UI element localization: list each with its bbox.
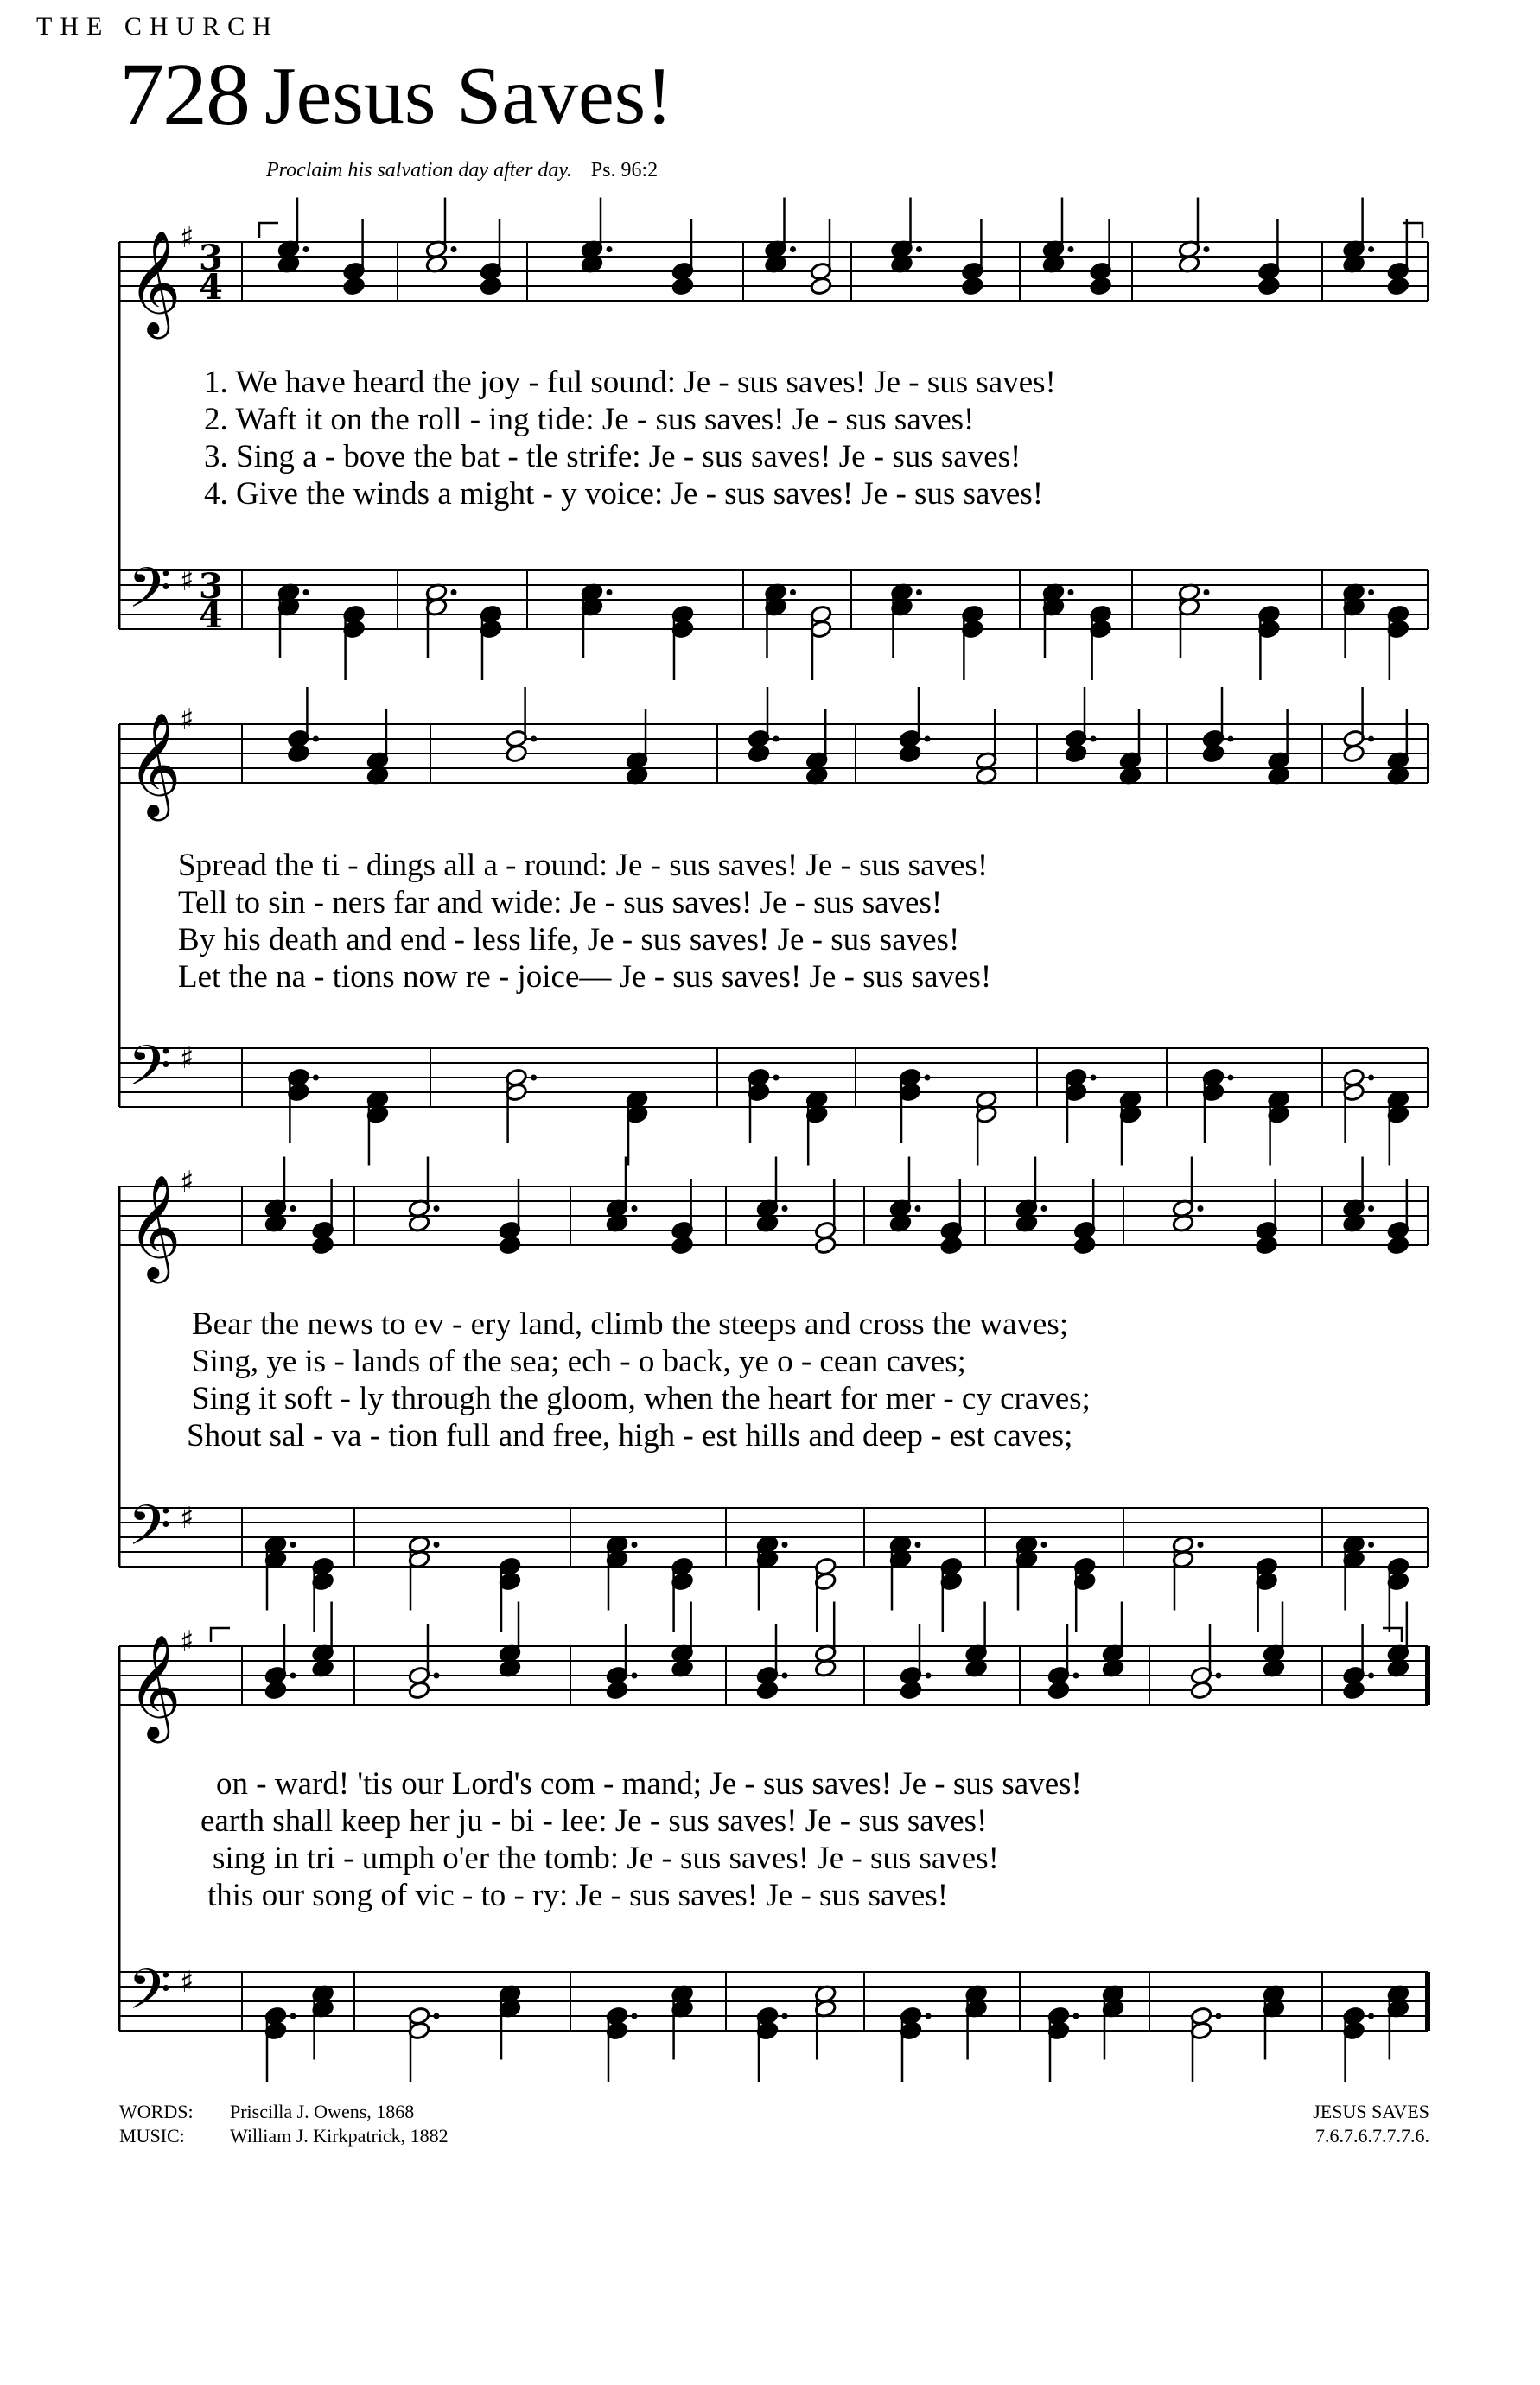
staff-bass-1 — [119, 556, 1428, 680]
note-head — [343, 277, 366, 296]
treble-clef-icon: 𝄞 — [128, 229, 181, 334]
dot-icon — [434, 1205, 440, 1212]
lyric-line-s3-v1: Bear the news to ev - ery land, climb the steeps and cross the waves; — [192, 1307, 1069, 1342]
treble-clef-icon: 𝄞 — [128, 711, 181, 817]
lyric-line-s2-v3: By his death and end - less life, Je - sus saves! Je - sus saves! — [178, 922, 960, 957]
dot-icon — [1368, 1205, 1374, 1212]
meter: 7.6.7.6.7.7.7.6. — [1315, 2125, 1429, 2146]
dot-icon — [915, 1542, 921, 1548]
note-head — [287, 744, 309, 764]
sharp-icon: ♯ — [180, 1625, 194, 1659]
music-label: MUSIC: — [119, 2125, 185, 2146]
dot-icon — [434, 2013, 440, 2019]
dot-icon — [1073, 1673, 1079, 1679]
dot-icon — [916, 589, 922, 595]
note-head — [480, 277, 502, 296]
bracket-close-icon — [1383, 1628, 1402, 1642]
credits-right — [1313, 2100, 1429, 2148]
dot-icon — [632, 1542, 638, 1548]
time-signature-bottom: 4 — [199, 267, 223, 308]
epigraph-text: Proclaim his salvation day after day. — [266, 159, 572, 181]
note-head — [1073, 1236, 1096, 1256]
dot-icon — [1368, 736, 1374, 742]
dot-icon — [925, 1075, 931, 1081]
dot-icon — [782, 1205, 788, 1212]
dot-icon — [926, 2013, 932, 2019]
credits-left — [119, 2100, 449, 2148]
note-head — [1047, 1681, 1070, 1701]
note-head — [899, 744, 921, 764]
lyric-line-s2-v1: Spread the ti - dings all a - round: Je - sus saves! Je - sus saves! — [178, 848, 989, 883]
bracket-open-icon — [259, 223, 278, 238]
sharp-icon: ♯ — [180, 563, 194, 598]
dot-icon — [1368, 2013, 1374, 2019]
note-head — [1065, 744, 1087, 764]
dot-icon — [1091, 736, 1097, 742]
dot-icon — [1216, 1673, 1222, 1679]
staff-treble-2 — [119, 687, 1428, 821]
staff-bass-3 — [119, 1494, 1428, 1632]
bracket-open-icon — [211, 1628, 230, 1642]
dot-icon — [303, 246, 309, 252]
sharp-icon: ♯ — [180, 1165, 194, 1199]
lyric-line-s2-v4: Let the na - tions now re - joice— Je - sus saves! Je - sus saves! — [178, 959, 992, 995]
lyric-line-s1-v2: 2. Waft it on the roll - ing tide: Je - sus saves! Je - sus saves! — [204, 402, 975, 437]
note-head — [506, 744, 528, 764]
music-credit — [119, 2124, 449, 2148]
note-head — [408, 1681, 430, 1701]
dot-icon — [1368, 1075, 1374, 1081]
dot-icon — [632, 1205, 638, 1212]
dot-icon — [1198, 1205, 1204, 1212]
dot-icon — [1368, 589, 1374, 595]
lyric-line-s3-v4: Shout sal - va - tion full and free, high - est hills and deep - est caves; — [187, 1418, 1073, 1453]
lyric-line-s4-v2: earth shall keep her ju - bi - lee: Je - sus saves! Je - sus saves! — [200, 1803, 988, 1839]
note-head — [1190, 1681, 1212, 1701]
dot-icon — [290, 1542, 296, 1548]
dot-icon — [1368, 1542, 1374, 1548]
dot-icon — [451, 246, 457, 252]
dot-icon — [434, 1673, 440, 1679]
dot-icon — [303, 589, 309, 595]
sharp-icon: ♯ — [180, 220, 194, 255]
bass-clef-icon: 𝄢 — [128, 1958, 172, 2036]
dot-icon — [1216, 2013, 1222, 2019]
note-head — [961, 277, 983, 296]
dot-icon — [1228, 1075, 1234, 1081]
dot-icon — [773, 1075, 780, 1081]
dot-icon — [531, 1075, 537, 1081]
note-head — [1343, 1681, 1365, 1701]
dot-icon — [632, 2013, 638, 2019]
lyric-line-s3-v2: Sing, ye is - lands of the sea; ech - o back, ye o - cean caves; — [192, 1344, 966, 1379]
staff-treble-4 — [119, 1602, 1428, 1744]
dot-icon — [782, 2013, 788, 2019]
words-credit — [119, 2100, 449, 2124]
words-label: WORDS: — [119, 2101, 194, 2122]
dot-icon — [290, 1205, 296, 1212]
dot-icon — [790, 246, 796, 252]
time-signature-top: 3 — [199, 238, 223, 278]
note-head — [312, 1236, 334, 1256]
time-signature-bottom: 4 — [199, 595, 223, 636]
time-signature-top: 3 — [199, 566, 223, 607]
dot-icon — [1228, 736, 1234, 742]
sharp-icon: ♯ — [180, 1501, 194, 1536]
staff-bass-4 — [119, 1958, 1428, 2082]
dot-icon — [607, 589, 613, 595]
sharp-icon: ♯ — [180, 1041, 194, 1076]
note-head — [1256, 1236, 1278, 1256]
dot-icon — [531, 736, 537, 742]
dot-icon — [1073, 2013, 1079, 2019]
lyric-line-s4-v3: sing in tri - umph o'er the tomb: Je - sus saves! Je - sus saves! — [213, 1841, 999, 1876]
lyric-line-s2-v2: Tell to sin - ners far and wide: Je - sus saves! Je - sus saves! — [178, 885, 943, 920]
note-head — [814, 1236, 837, 1256]
dot-icon — [916, 246, 922, 252]
section-header: THE CHURCH — [36, 12, 279, 41]
lyric-line-s4-v4: this our song of vic - to - ry: Je - sus saves! Je - sus saves! — [207, 1878, 949, 1913]
dot-icon — [1041, 1205, 1047, 1212]
sharp-icon: ♯ — [180, 703, 194, 737]
dot-icon — [290, 2013, 296, 2019]
note-head — [748, 744, 770, 764]
dot-icon — [1068, 246, 1074, 252]
dot-icon — [313, 736, 319, 742]
dot-icon — [632, 1673, 638, 1679]
treble-clef-icon: 𝄞 — [128, 1173, 181, 1279]
dot-icon — [1368, 1673, 1374, 1679]
note-head — [671, 277, 694, 296]
dot-icon — [773, 736, 780, 742]
dot-icon — [451, 589, 457, 595]
lyric-line-s3-v3: Sing it soft - ly through the gloom, when the heart for mer - cy craves; — [192, 1381, 1091, 1416]
note-head — [499, 1236, 521, 1256]
note-head — [756, 1681, 779, 1701]
dot-icon — [1204, 246, 1210, 252]
lyric-line-s1-v3: 3. Sing a - bove the bat - tle strife: Je - sus saves! Je - sus saves! — [204, 439, 1021, 474]
lyric-line-s4-v1: on - ward! 'tis our Lord's com - mand; Je - sus saves! Je - sus saves! — [216, 1766, 1082, 1802]
bass-clef-icon: 𝄢 — [128, 1494, 172, 1572]
staff-bass-2 — [119, 1034, 1428, 1166]
dot-icon — [782, 1673, 788, 1679]
staff-treble-3 — [119, 1157, 1428, 1284]
dot-icon — [790, 589, 796, 595]
dot-icon — [290, 1673, 296, 1679]
treble-clef-icon: 𝄞 — [128, 1633, 181, 1739]
note-head — [264, 1681, 287, 1701]
dot-icon — [1198, 1542, 1204, 1548]
words-author: Priscilla J. Owens, 1868 — [230, 2101, 415, 2122]
dot-icon — [313, 1075, 319, 1081]
dot-icon — [782, 1542, 788, 1548]
dot-icon — [1041, 1542, 1047, 1548]
note-head — [1387, 1236, 1410, 1256]
note-head — [1090, 277, 1112, 296]
dot-icon — [925, 736, 931, 742]
sharp-icon: ♯ — [180, 1965, 194, 2000]
epigraph-reference: Ps. 96:2 — [590, 159, 659, 181]
note-head — [606, 1681, 628, 1701]
dot-icon — [915, 1205, 921, 1212]
bass-clef-icon: 𝄢 — [128, 1034, 172, 1112]
hymn-title: Jesus Saves! — [264, 51, 673, 141]
note-head — [671, 1236, 694, 1256]
music-composer: William J. Kirkpatrick, 1882 — [230, 2125, 449, 2146]
note-head — [1257, 277, 1280, 296]
tune-name: JESUS SAVES — [1313, 2101, 1429, 2122]
dot-icon — [1068, 589, 1074, 595]
dot-icon — [607, 246, 613, 252]
note-head — [1343, 744, 1365, 764]
note-head — [1387, 277, 1410, 296]
lyric-line-s1-v4: 4. Give the winds a might - y voice: Je - sus saves! Je - sus saves! — [204, 476, 1044, 512]
note-head — [900, 1681, 922, 1701]
hymn-number: 728 — [119, 45, 249, 144]
dot-icon — [434, 1542, 440, 1548]
lyric-line-s1-v1: 1. We have heard the joy - ful sound: Je - sus saves! Je - sus saves! — [204, 365, 1056, 400]
note-head — [940, 1236, 963, 1256]
bass-clef-icon: 𝄢 — [128, 556, 172, 634]
note-head — [810, 277, 832, 296]
note-head — [1202, 744, 1225, 764]
dot-icon — [926, 1673, 932, 1679]
dot-icon — [1368, 246, 1374, 252]
dot-icon — [1091, 1075, 1097, 1081]
dot-icon — [1204, 589, 1210, 595]
staff-treble-1 — [119, 198, 1428, 340]
